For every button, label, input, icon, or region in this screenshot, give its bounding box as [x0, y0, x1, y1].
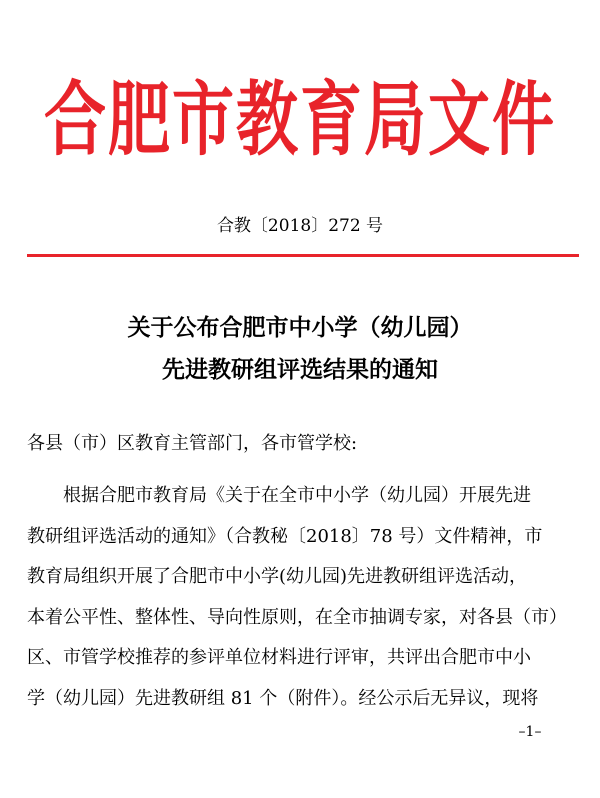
body-line: 根据合肥市教育局《关于在全市中小学（幼儿园）开展先进: [27, 485, 531, 506]
document-number: 合教〔2018〕272 号: [216, 216, 384, 236]
red-divider-line: [27, 254, 579, 257]
body-line: 本着公平性、整体性、导向性原则，在全市抽调专家，对各县（市）: [27, 606, 567, 628]
page-number: –1–: [518, 724, 542, 740]
body-line: 教研组评选活动的通知》（合教秘〔2018〕78 号）文件精神，市: [27, 525, 543, 547]
body-line: 教育局组织开展了合肥市中小学(幼儿园)先进教研组评选活动，: [27, 566, 528, 587]
salutation: 各县（市）区教育主管部门，各市管学校:: [27, 433, 358, 454]
issuing-org-header: 合肥市教育局文件: [43, 72, 556, 168]
body-line: 学（幼儿园）先进教研组 81 个（附件）。经公示后无异议，现将: [27, 687, 539, 709]
body-line: 区、市管学校推荐的参评单位材料进行评审，共评出合肥市中小: [27, 647, 531, 668]
title-line-1: 关于公布合肥市中小学（幼儿园）: [127, 314, 473, 341]
body-paragraph: [27, 476, 587, 719]
title-line-2: 先进教研组评选结果的通知: [162, 356, 438, 383]
document-title: [0, 307, 600, 391]
